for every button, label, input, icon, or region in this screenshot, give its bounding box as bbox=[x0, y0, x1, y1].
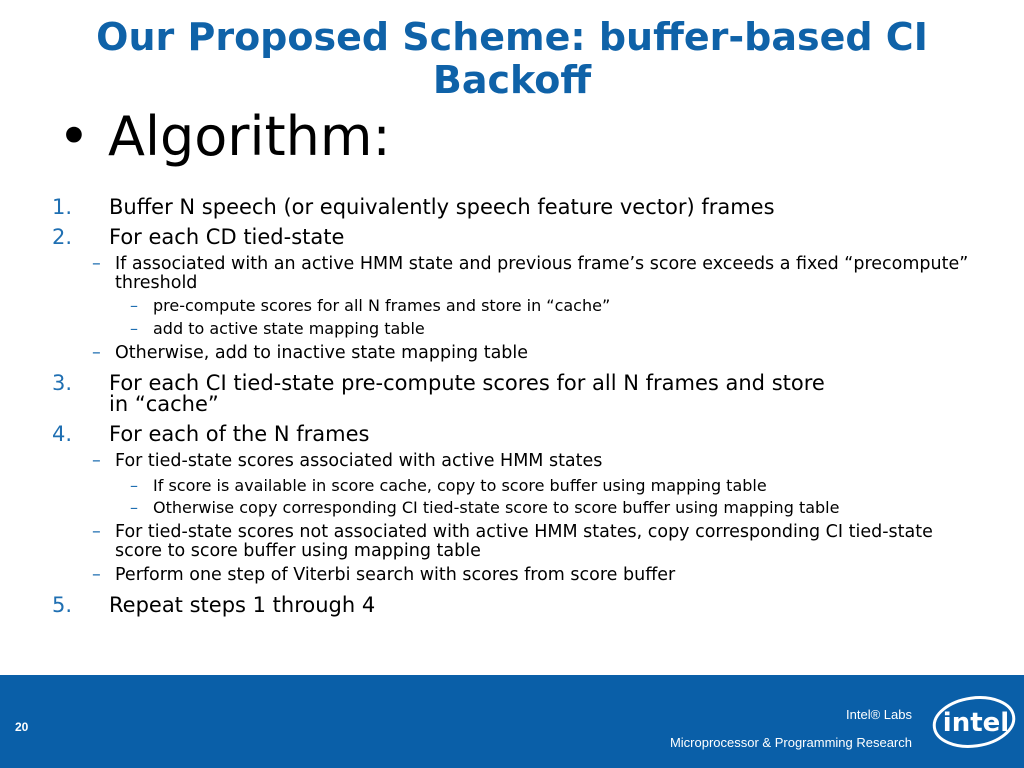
step-number: 3. bbox=[52, 371, 73, 395]
sub-sub-item-text: pre-compute scores for all N frames and store in “cache” bbox=[153, 296, 611, 315]
step-number: 4. bbox=[52, 422, 73, 446]
lab-name: Intel® Labs bbox=[846, 707, 912, 722]
sub-item-text: Perform one step of Viterbi search with scores from score buffer bbox=[115, 565, 676, 585]
footer-bar bbox=[0, 675, 1024, 768]
step-text: Buffer N speech (or equivalently speech feature vector) frames bbox=[109, 195, 775, 219]
sub-sub-item-text: add to active state mapping table bbox=[153, 319, 425, 338]
sub-sub-item-text: Otherwise copy corresponding CI tied-state score to score buffer using mapping table bbox=[153, 498, 840, 517]
logo-text: intel bbox=[942, 708, 1010, 738]
main-bullet-text: Algorithm: bbox=[108, 105, 391, 168]
dash-marker: – bbox=[130, 319, 138, 338]
dash-marker: – bbox=[130, 296, 138, 315]
step-text: For each CD tied-state bbox=[109, 225, 345, 249]
slide-number: 20 bbox=[15, 720, 29, 734]
dash-marker: – bbox=[130, 498, 138, 517]
sub-item-text: If associated with an active HMM state and previous frame’s score exceeds a fixed “precompute” threshold bbox=[115, 254, 969, 293]
sub-item-text: Otherwise, add to inactive state mapping table bbox=[115, 343, 529, 363]
dash-marker: – bbox=[92, 565, 101, 585]
step-number: 2. bbox=[52, 225, 73, 249]
dash-marker: – bbox=[92, 451, 101, 471]
group-name: Microprocessor & Programming Research bbox=[669, 735, 912, 750]
slide-title: Our Proposed Scheme: buffer-based CI Backoff bbox=[96, 15, 928, 102]
step-text: For each CI tied-state pre-compute scores for all N frames and store bbox=[109, 371, 825, 395]
sub-sub-item-text: If score is available in score cache, copy to score buffer using mapping table bbox=[153, 476, 767, 495]
bullet-dot: • bbox=[58, 105, 90, 168]
dash-marker: – bbox=[130, 476, 138, 495]
dash-marker: – bbox=[92, 522, 101, 542]
intel-logo-icon bbox=[930, 689, 1018, 753]
step-text: For each of the N frames bbox=[109, 422, 370, 446]
step-number: 5. bbox=[52, 593, 73, 617]
step-number: 1. bbox=[52, 195, 73, 219]
step-text-continued: in “cache” bbox=[109, 392, 219, 416]
step-text: Repeat steps 1 through 4 bbox=[109, 593, 376, 617]
sub-item-text: For tied-state scores not associated with active HMM states, copy corresponding CI tied-state score to score buffer using mapping table bbox=[115, 522, 933, 561]
dash-marker: – bbox=[92, 254, 101, 274]
sub-item-text: For tied-state scores associated with active HMM states bbox=[115, 451, 603, 471]
dash-marker: – bbox=[92, 343, 101, 363]
